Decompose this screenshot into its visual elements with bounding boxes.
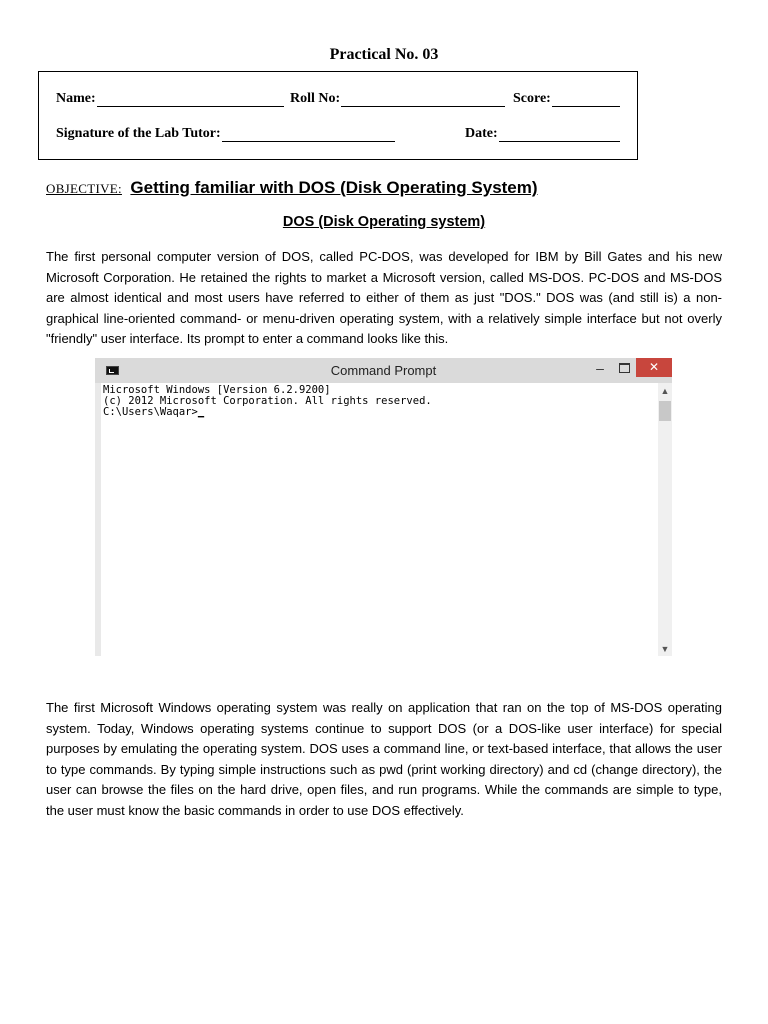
roll-no-label: Roll No: — [290, 91, 341, 106]
console-cursor: _ — [197, 406, 205, 418]
signature-field — [56, 126, 395, 142]
windows-dos-paragraph: The first Microsoft Windows operating system was really on application that ran on the top of MS-DOS operating system. Today, Windows operating systems continue to support DOS (or a DOS-like user interface) for special purposes by emulating the operating system. DOS uses a command line, or text-based interface, that allows the user to type commands. By typing simple instructions such as pwd (print working directory) and cd (change directory), the user can browse the files on the hard drive, open files, and run programs. While the commands are simple to type, the user must know the basic commands in order to use DOS effectively. — [46, 700, 722, 818]
section-heading: DOS (Disk Operating system) — [282, 214, 486, 230]
cmd-console[interactable] — [101, 383, 658, 656]
close-icon[interactable]: ✕ — [636, 358, 672, 377]
score-blank[interactable] — [552, 92, 620, 107]
cmd-window-title: Command Prompt — [330, 363, 437, 378]
command-prompt-window — [95, 358, 672, 656]
score-field — [513, 91, 620, 107]
intro-paragraph: The first personal computer version of DOS, called PC-DOS, was developed for IBM by Bill Gates and his new Microsoft Corporation. He retained the rights to market a Microsoft version, called MS-DOS. PC-DOS and MS-DOS are almost identical and most users have referred to either of them as just "DOS." DOS was (and still is) a non-graphical line-oriented command- or menu-driven operating system, with a relatively simple interface but not overly "friendly" user interface. Its prompt to enter a command looks like this. — [46, 249, 722, 346]
console-line: Microsoft Windows [Version 6.2.9200] — [103, 384, 331, 396]
date-field — [465, 126, 620, 142]
cmd-titlebar[interactable] — [95, 358, 672, 383]
page-title: Practical No. 03 — [329, 46, 439, 63]
chevron-up-icon[interactable]: ▲ — [660, 386, 670, 396]
date-blank[interactable] — [499, 127, 620, 142]
console-line: (c) 2012 Microsoft Corporation. All rights reserved. — [103, 395, 432, 407]
signature-blank[interactable] — [222, 127, 395, 142]
chevron-down-icon[interactable]: ▼ — [660, 644, 670, 654]
student-info-box — [38, 71, 638, 160]
signature-label: Signature of the Lab Tutor: — [56, 126, 221, 141]
maximize-icon[interactable] — [613, 360, 635, 378]
console-prompt: C:\Users\Waqar> — [103, 406, 198, 418]
objective-label: OBJECTIVE: — [46, 181, 122, 196]
console-prompt-line — [103, 407, 658, 418]
name-field — [56, 91, 284, 107]
date-label: Date: — [465, 126, 498, 141]
cmd-scrollbar[interactable] — [658, 383, 672, 656]
scroll-thumb[interactable] — [659, 401, 671, 421]
minimize-icon[interactable]: – — [596, 360, 604, 376]
roll-no-field — [290, 91, 505, 107]
roll-no-blank[interactable] — [341, 92, 505, 107]
name-label: Name: — [56, 91, 96, 106]
name-blank[interactable] — [97, 92, 284, 107]
score-label: Score: — [513, 91, 551, 106]
objective — [46, 178, 538, 198]
objective-text: Getting familiar with DOS (Disk Operating System) — [130, 178, 538, 197]
